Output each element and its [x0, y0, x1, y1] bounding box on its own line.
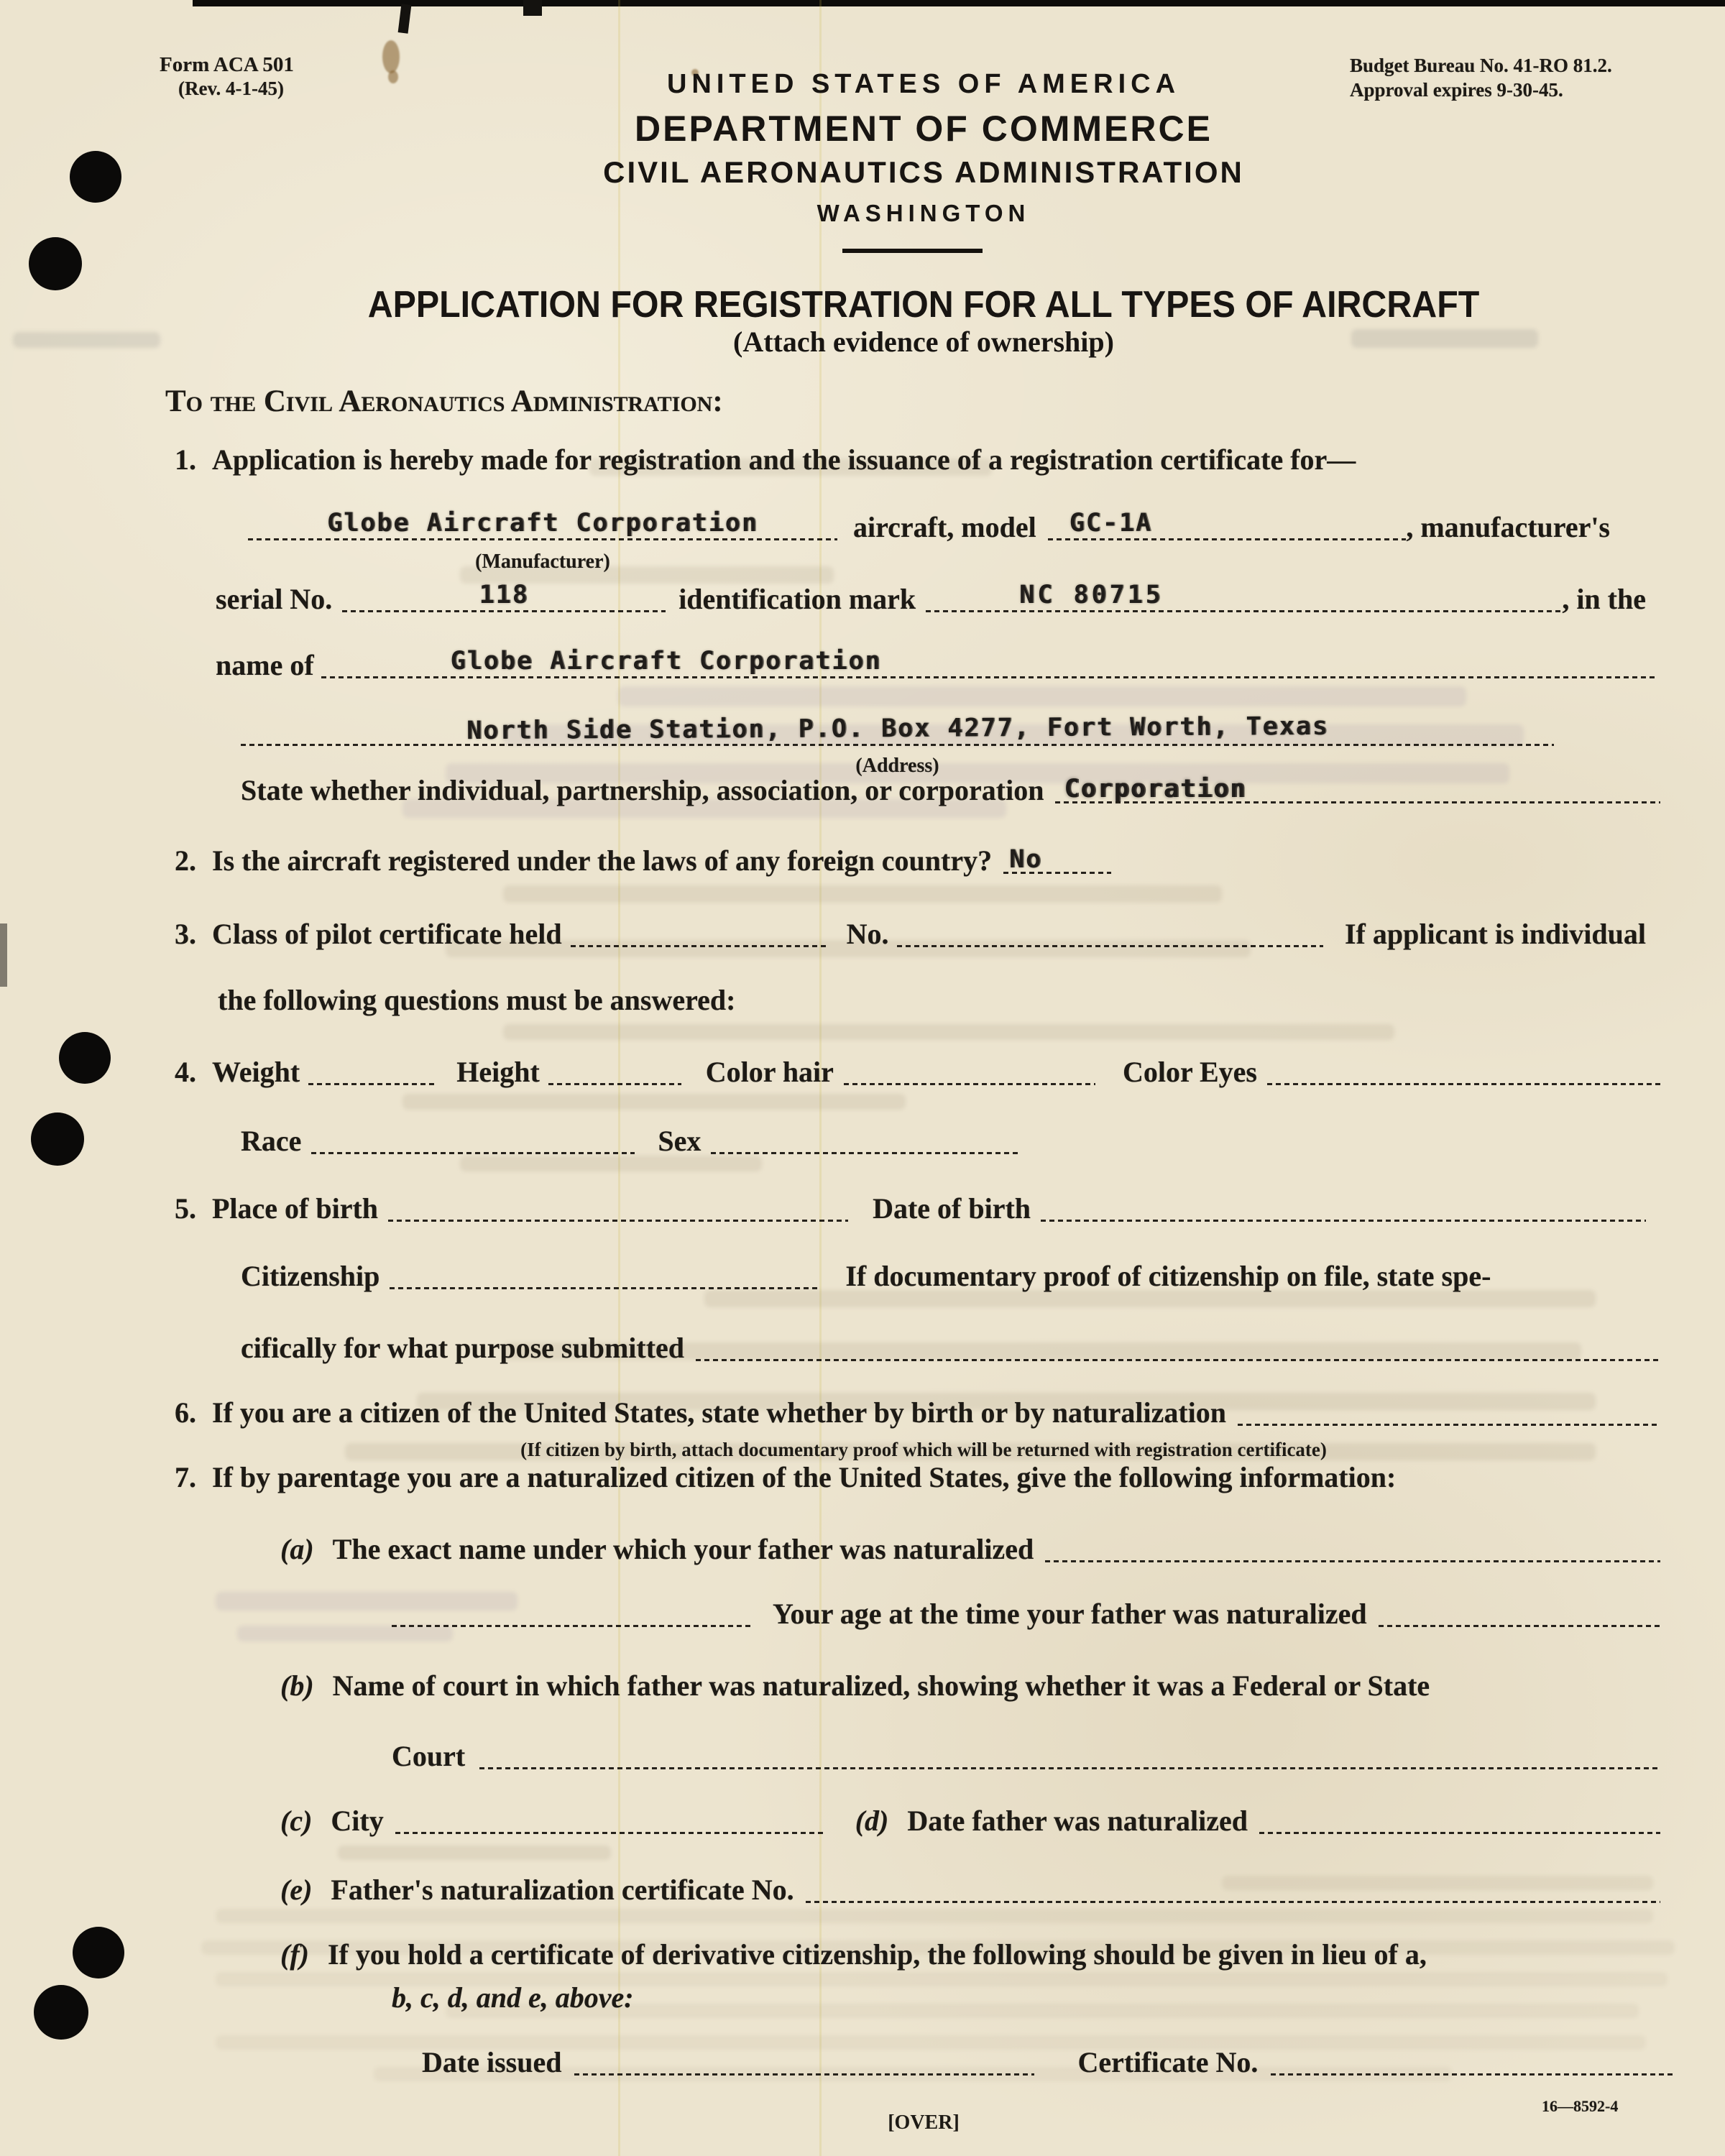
item-1-number: 1. [175, 443, 196, 476]
item-7-number: 7. [175, 1461, 196, 1493]
place-of-birth-label: Place of birth [212, 1192, 379, 1225]
weight-label: Weight [212, 1056, 300, 1088]
serial-no-label: serial No. [216, 583, 333, 615]
pencil-smudge [13, 332, 160, 348]
form-subtitle: (Attach evidence of ownership) [733, 326, 1114, 358]
age-at-naturalization-text: Your age at the time your father was naturalized [773, 1598, 1367, 1630]
punch-hole [70, 151, 121, 203]
certificate-no-label: No. [846, 918, 889, 950]
entity-type-question: State whether individual, partnership, association, or corporation [241, 774, 1044, 806]
individual-note: If applicant is individual [1344, 918, 1646, 950]
manufacturer-value: Globe Aircraft Corporation [327, 509, 758, 538]
address-caption: (Address) [855, 755, 939, 777]
item-7b-label: (b) [280, 1669, 314, 1702]
form-number: Form ACA 501 [160, 53, 294, 76]
serial-no-value: 118 [479, 581, 529, 609]
certificate-no-footer-label: Certificate No. [1077, 2046, 1259, 2078]
item-2-text: Is the aircraft registered under the laws of any foreign country? [212, 844, 993, 877]
punch-hole [73, 1927, 124, 1978]
in-the-suffix: , in the [1562, 583, 1646, 615]
form-title: APPLICATION FOR REGISTRATION FOR ALL TYPES OF AIRCRAFT [367, 284, 1480, 326]
citizenship-label: Citizenship [241, 1260, 380, 1292]
print-code: 16—8592-4 [1542, 2097, 1619, 2115]
item-7f-text-2: b, c, d, and e, above: [392, 1981, 634, 2014]
date-issued-label: Date issued [422, 2046, 562, 2078]
item-7f-text: If you hold a certificate of derivative citizenship, the following should be given in lieu of a, [327, 1938, 1427, 1971]
court-label: Court [392, 1740, 466, 1772]
item-7a-label: (a) [280, 1533, 314, 1565]
color-eyes-label: Color Eyes [1122, 1056, 1257, 1088]
identification-mark-value: NC 80715 [1019, 581, 1164, 609]
documentary-proof-text: If documentary proof of citizenship on file, state spe- [845, 1260, 1491, 1292]
org-administration: CIVIL AERONAUTICS ADMINISTRATION [603, 155, 1244, 189]
aircraft-model-label: aircraft, model [853, 511, 1036, 543]
sex-label: Sex [658, 1125, 702, 1157]
item-4-number: 4. [175, 1056, 196, 1088]
item-3-text: Class of pilot certificate held [212, 918, 562, 950]
identification-mark-label: identification mark [678, 583, 916, 615]
org-department: DEPARTMENT OF COMMERCE [635, 109, 1213, 149]
item-2-number: 2. [175, 844, 196, 877]
punch-hole [34, 1985, 88, 2040]
item-7c-label: (c) [280, 1805, 313, 1837]
item-7a-text: The exact name under which your father was naturalized [332, 1533, 1034, 1565]
manufacturers-suffix: , manufacturer's [1406, 511, 1610, 543]
edge-smudge [0, 923, 7, 987]
punch-hole [59, 1032, 111, 1084]
over-label: [OVER] [888, 2111, 960, 2134]
budget-approval-expiry: Approval expires 9-30-45. [1350, 79, 1563, 101]
entity-type-value: Corporation [1064, 775, 1247, 803]
item-7e-label: (e) [280, 1874, 313, 1906]
org-country: UNITED STATES OF AMERICA [666, 69, 1181, 99]
salutation: To the Civil Aeronautics Administration: [165, 384, 723, 418]
foreign-country-answer: No [1009, 845, 1043, 874]
item-7b-text: Name of court in which father was naturalized, showing whether it was a Federal or State [332, 1669, 1430, 1702]
ink-mark [398, 4, 412, 33]
height-label: Height [456, 1056, 540, 1088]
item-3-number: 3. [175, 918, 196, 950]
name-of-label: name of [216, 649, 314, 681]
birth-proof-note: (If citizen by birth, attach documentary proof which will be returned with registration certificate) [520, 1439, 1327, 1460]
owner-name-value: Globe Aircraft Corporation [450, 647, 882, 676]
item-7d-label: (d) [855, 1805, 889, 1837]
date-naturalized-label: Date father was naturalized [907, 1805, 1248, 1837]
race-label: Race [241, 1125, 302, 1157]
item-5-number: 5. [175, 1192, 196, 1225]
address-value: North Side Station, P.O. Box 4277, Fort Worth, Texas [466, 711, 1329, 746]
date-of-birth-label: Date of birth [873, 1192, 1031, 1225]
punch-hole [31, 1112, 84, 1166]
city-label: City [331, 1805, 384, 1837]
father-certificate-label: Father's naturalization certificate No. [331, 1874, 794, 1906]
manufacturer-caption: (Manufacturer) [475, 550, 610, 573]
divider-rule [842, 249, 983, 253]
model-value: GC-1A [1069, 509, 1153, 538]
form-revision: (Rev. 4-1-45) [178, 78, 284, 99]
org-city: WASHINGTON [816, 200, 1031, 226]
punch-hole [29, 237, 82, 290]
budget-bureau-number: Budget Bureau No. 41-RO 81.2. [1350, 55, 1612, 76]
color-hair-label: Color hair [705, 1056, 834, 1088]
item-7f-label: (f) [280, 1938, 309, 1971]
questions-note: the following questions must be answered: [218, 984, 736, 1016]
item-7-text: If by parentage you are a naturalized citizen of the United States, give the following information: [212, 1461, 1397, 1493]
scan-edge-bar [193, 0, 1725, 6]
item-1-text: Application is hereby made for registration and the issuance of a registration certificate for— [212, 443, 1356, 476]
ink-mark [523, 0, 542, 16]
item-6-text: If you are a citizen of the United States, state whether by birth or by naturalization [212, 1396, 1227, 1429]
item-6-number: 6. [175, 1396, 196, 1429]
purpose-submitted-text: cifically for what purpose submitted [241, 1332, 685, 1364]
